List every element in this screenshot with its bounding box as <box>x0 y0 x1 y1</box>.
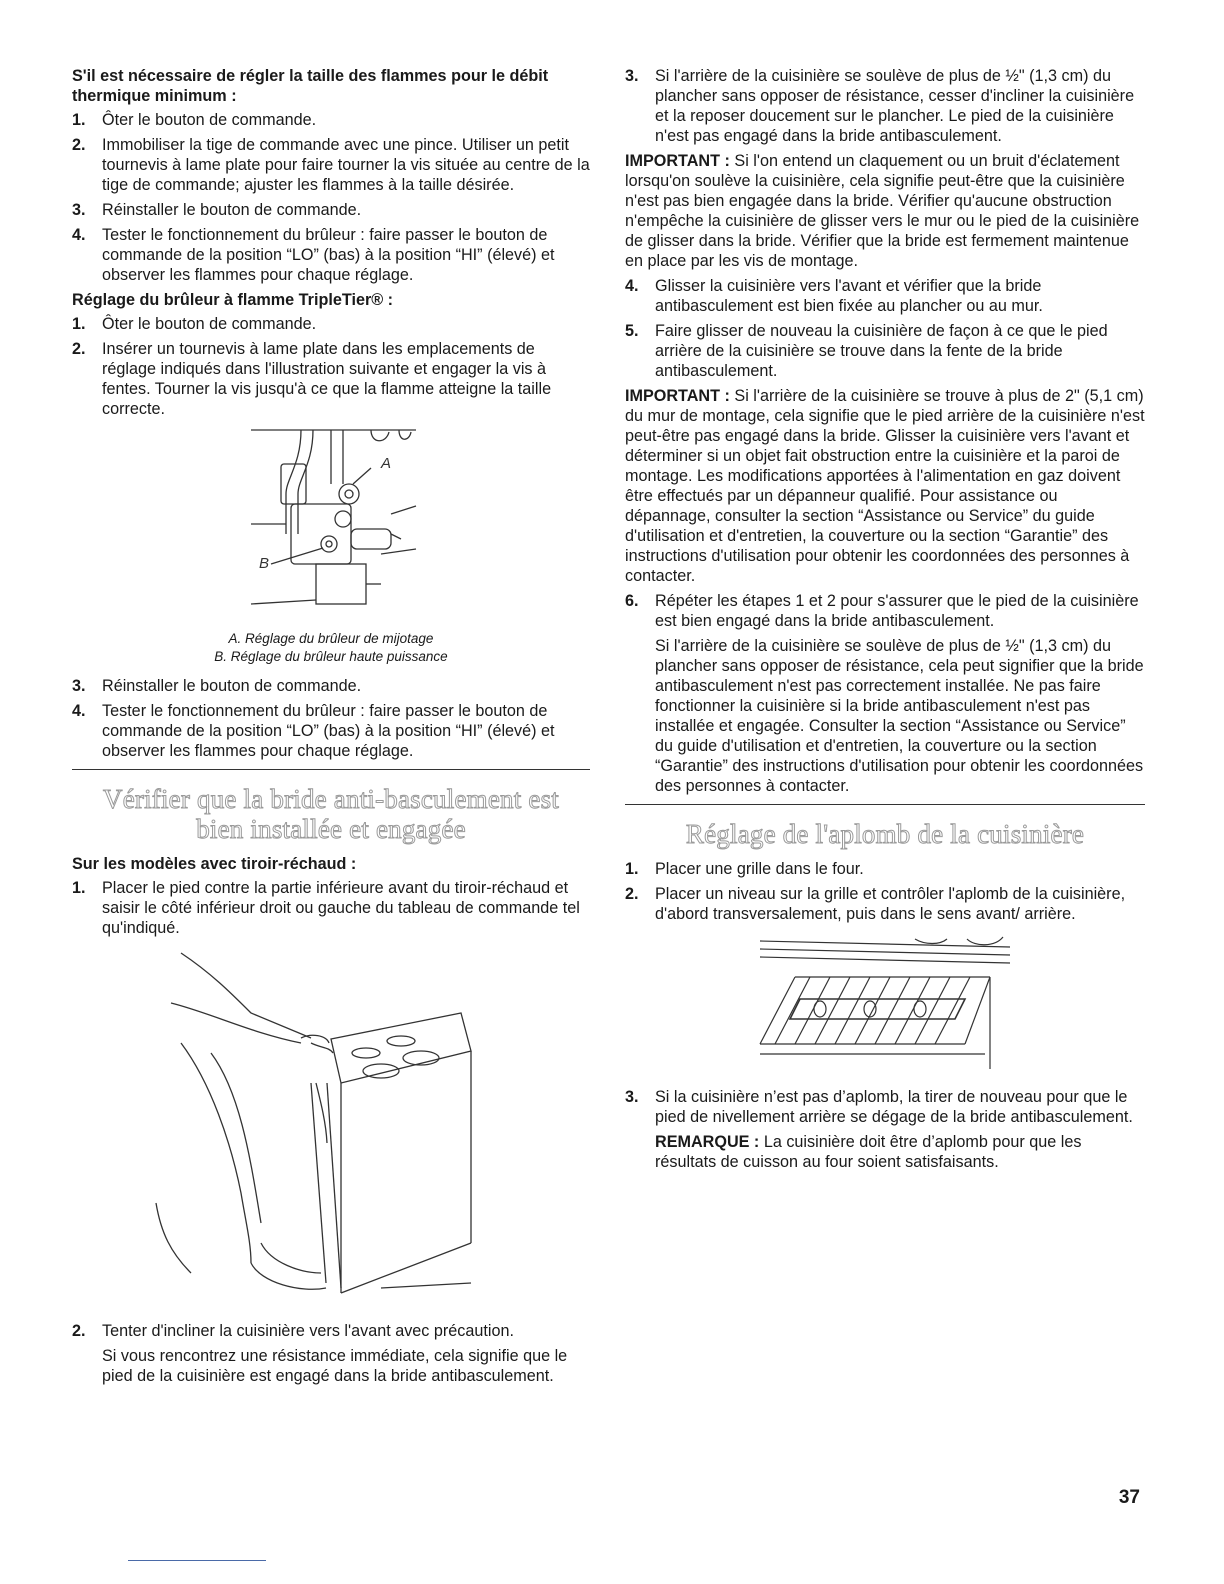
important-note-2: IMPORTANT : Si l'arrière de la cuisinière se trouve à plus de 2" (5,1 cm) du mur de montage, cela signifie que le pied arrière de la cuisinière n'est peut-être pas engagé dans la bride. Glisser la cuisinière vers l'avant et déterminer si un objet fait obstruction entre la cuisinière et la paroi de montage. Les modifications apportées à l'alimentation en gaz doivent être effectués par un dépanneur qualifié. Pour assistance ou dépannage, consulter la section “Assistance ou Service” du guide d'utilisation et d'entretien, la couverture ou la section “Garantie” des instructions d'utilisation pour obtenir les coordonnées des personnes à contacter. <box>625 387 1145 585</box>
list-item: 2. Insérer un tournevis à lame plate dans les emplacements de réglage indiqués dans l'illustration suivante et engager la vis à fentes. Tourner la vis jusqu'à ce que la flamme atteigne la taille correcte. <box>72 340 552 418</box>
level-on-rack-illustration <box>755 929 1015 1079</box>
drawer-step2-note: Si vous rencontrez une résistance immédiate, cela signifie que le pied de la cuisinière est engagé dans la bride antibasculement. <box>102 1347 568 1385</box>
list-item: 1. Placer une grille dans le four. <box>625 860 864 878</box>
min-flame-heading: S'il est nécessaire de régler la taille des flammes pour le débit thermique minimum : <box>72 67 549 105</box>
list-item: 1. Ôter le bouton de commande. <box>72 315 317 333</box>
label-b: B <box>259 555 270 572</box>
drawer-heading: Sur les modèles avec tiroir-réchaud : <box>72 855 357 873</box>
remarque-note: REMARQUE : La cuisinière doit être d’aplomb pour que les résultats de cuisson au four soient satisfaisants. <box>655 1133 1082 1171</box>
page-number: 37 <box>1118 1487 1140 1508</box>
list-item: 1. Placer le pied contre la partie inférieure avant du tiroir-réchaud et saisir le côté inférieur droit ou gauche du tableau de commande tel qu'indiqué. <box>72 879 580 937</box>
list-item: 4. Tester le fonctionnement du brûleur : faire passer le bouton de commande de la position “LO” (bas) à la position “HI” (élevé) et observer les flammes pour chaque réglage. <box>72 226 555 284</box>
list-item: 3. Si l'arrière de la cuisinière se soulève de plus de ½" (1,3 cm) du plancher sans opposer de résistance, cesser d'incliner la cuisinière et la reposer doucement sur le plancher. Le pied de la cuisinière n'est pas engagé dans la bride antibasculement. <box>625 67 1135 145</box>
step6-note: Si l'arrière de la cuisinière se soulève de plus de ½" (1,3 cm) du plancher sans opposer de résistance, cela peut signifier que la bride antibasculement n'est pas correctement installée. Ne pas faire fonctionner la cuisinière si la bride antibasculement n'est pas installée et engagée. Consulter la section “Assistance ou Service” du guide d'utilisation et d'entretien, la couverture ou la section “Garantie” des instructions d'utilisation pour obtenir les coordonnées des personnes à contacter. <box>655 637 1144 795</box>
list-item: 3. Réinstaller le bouton de commande. <box>72 677 362 695</box>
list-item: 2. Placer un niveau sur la grille et contrôler l'aplomb de la cuisinière, d'abord transversalement, puis dans le sens avant/ arrière. <box>625 885 1126 923</box>
left-column <box>72 66 590 1391</box>
burner-valve-illustration <box>231 424 431 624</box>
right-column <box>625 66 1145 1177</box>
section-title-leveling: Réglage de l'aplomb de la cuisinière <box>685 819 1085 849</box>
label-a: A <box>381 455 392 472</box>
list-item: 4. Glisser la cuisinière vers l'avant et vérifier que la bride antibasculement est bien fixée au plancher ou au mur. <box>625 277 1043 315</box>
list-item: 6. Répéter les étapes 1 et 2 pour s'assurer que le pied de la cuisinière est bien engagé dans la bride antibasculement. <box>625 592 1139 630</box>
list-item: 3. Si la cuisinière n’est pas d’aplomb, la tirer de nouveau pour que le pied de nivellement arrière se dégage de la bride antibasculement. <box>625 1088 1133 1126</box>
list-item: 3. Réinstaller le bouton de commande. <box>72 201 362 219</box>
list-item: 1. Ôter le bouton de commande. <box>72 111 317 129</box>
list-item: 4. Tester le fonctionnement du brûleur : faire passer le bouton de commande de la position “LO” (bas) à la position “HI” (élevé) et observer les flammes pour chaque réglage. <box>72 702 555 760</box>
tripletier-heading: Réglage du brûleur à flamme TripleTier® : <box>72 291 394 309</box>
footer-rule <box>128 1560 266 1561</box>
list-item: 5. Faire glisser de nouveau la cuisinière de façon à ce que le pied arrière de la cuisinière se trouve dans la fente de la bride antibasculement. <box>625 322 1108 380</box>
list-item: 2. Tenter d'incliner la cuisinière vers l'avant avec précaution. <box>72 1322 514 1340</box>
important-note-1: IMPORTANT : Si l'on entend un claquement ou un bruit d'éclatement lorsqu'on soulève la cuisinière, cela signifie peut-être que la cuisinière n'est pas bien engagée dans la bride. Vérifier qu'aucune obstruction n'empêche la cuisinière de glisser vers le mur ou le pied de la cuisinière de glisser dans la bride. Vérifier que la bride est fermement maintenue en place par les vis de montage. <box>625 152 1140 270</box>
section-divider <box>72 769 590 770</box>
section-divider <box>625 804 1145 805</box>
list-item: 2. Immobiliser la tige de commande avec une pince. Utiliser un petit tournevis à lame plate pour faire tourner la vis située au centre de la tige de commande; ajuster les flammes à la taille désirée. <box>72 136 590 194</box>
figure-caption: A. Réglage du brûleur de mijotage B. Réglage du brûleur haute puissance <box>214 631 448 664</box>
tilt-range-illustration <box>151 943 511 1313</box>
section-title-antitip: Vérifier que la bride anti-basculement est bien installée et engagée <box>103 784 559 844</box>
